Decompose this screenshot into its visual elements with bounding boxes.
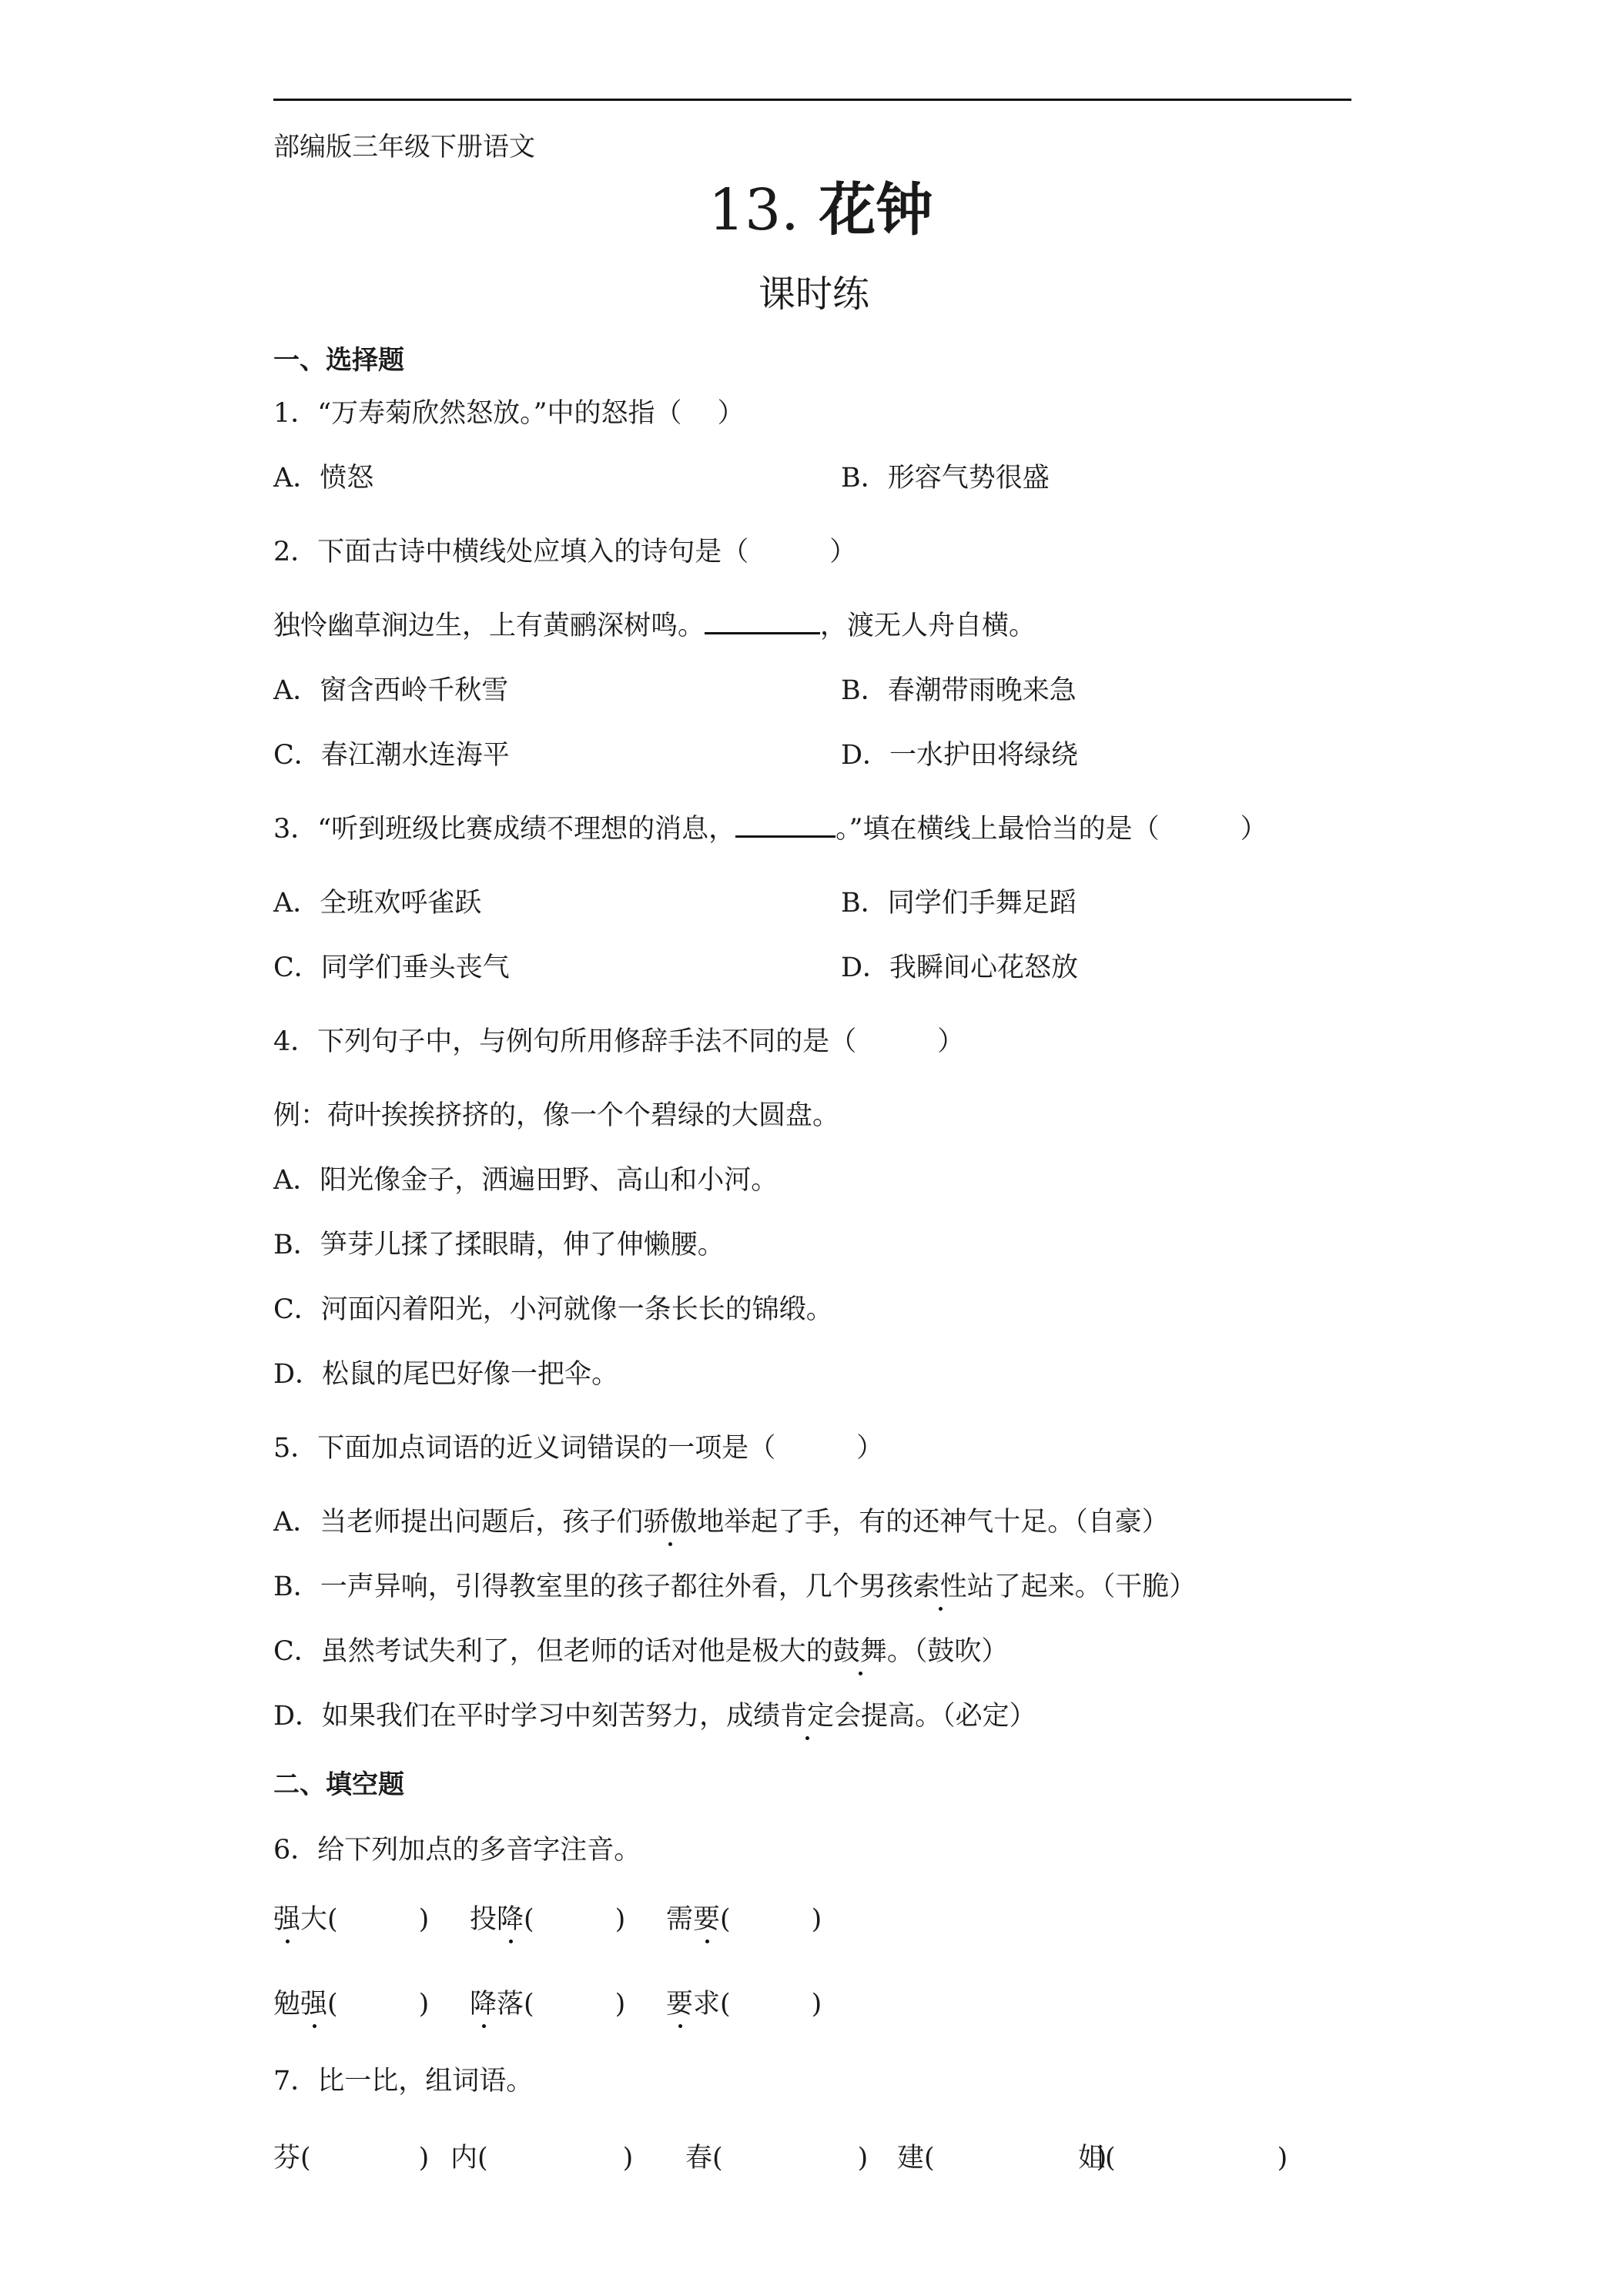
question-5-option-b	[273, 1569, 1196, 1605]
question-6-item-5	[470, 1986, 625, 2022]
question-1-option-a: A．愤怒	[273, 463, 374, 494]
item-text: ( )	[720, 1904, 822, 1935]
question-4-stem: 4．下列句子中，与例句所用修辞手法不同的是（ ）	[273, 1026, 965, 1057]
question-2-option-a: A．窗含西岭千秋雪	[273, 675, 509, 706]
question-7-item-4: 建( )	[897, 2143, 1107, 2174]
question-3-option-d: D．我瞬间心花怒放	[841, 952, 1079, 983]
option-text: 站了起来。（干脆）	[966, 1571, 1197, 1602]
answer-blank	[735, 812, 835, 838]
option-text: 会提高。（必定）	[834, 1701, 1036, 1732]
item-text: 需	[666, 1904, 694, 1935]
dotted-word	[643, 1507, 697, 1538]
dotted-char: 降	[497, 1902, 524, 1937]
option-text: D．如果我们在平时学习中刻苦努力，成绩	[273, 1701, 781, 1732]
question-6-item-4	[273, 1986, 429, 2022]
dotted-char: 要	[666, 1986, 693, 2022]
question-2-option-c: C．春江潮水连海平	[273, 740, 510, 771]
dotted-char: 强	[300, 1986, 327, 2022]
section-heading-choice: 一、选择题	[273, 345, 404, 376]
question-1-option-b: B．形容气势很盛	[841, 463, 1050, 494]
dotted-text: 骄傲	[643, 1504, 697, 1540]
question-3-stem	[273, 812, 1267, 847]
question-4-example: 例：荷叶挨挨挤挤的，像一个个碧绿的大圆盘。	[273, 1100, 840, 1131]
option-text: B．一声异响，引得教室里的孩子都往外看，几个男孩	[273, 1571, 913, 1602]
item-text: 求( )	[693, 1989, 822, 2020]
question-4-option-c: C．河面闪着阳光，小河就像一条长长的锦缎。	[273, 1294, 833, 1325]
question-5-stem: 5．下面加点词语的近义词错误的一项是（ ）	[273, 1433, 884, 1464]
option-text: C．虽然考试失利了，但老师的话对他是极大的	[273, 1636, 833, 1667]
item-text: 投	[470, 1904, 497, 1935]
question-4-option-d: D．松鼠的尾巴好像一把伞。	[273, 1359, 619, 1390]
header-rule	[273, 99, 1351, 101]
title-number: 13.	[708, 177, 799, 243]
question-3-stem-before: 3．“听到班级比赛成绩不理想的消息，	[273, 814, 736, 845]
item-text: 勉	[273, 1989, 301, 2020]
poem-text-before: 独怜幽草涧边生，上有黄鹂深树鸣。	[273, 611, 705, 641]
question-4-option-b: B．笋芽儿揉了揉眼睛，伸了伸懒腰。	[273, 1230, 725, 1260]
question-2-poem	[273, 608, 1036, 644]
question-4-option-a: A．阳光像金子，洒遍田野、高山和小河。	[273, 1165, 779, 1196]
option-text: 地举起了手，有的还神气十足。（自豪）	[697, 1507, 1169, 1538]
question-3-option-b: B．同学们手舞足蹈	[841, 888, 1077, 919]
question-6-stem: 6．给下列加点的多音字注音。	[273, 1835, 641, 1866]
dotted-word	[780, 1701, 834, 1732]
question-5-option-a	[273, 1504, 1169, 1540]
item-text: ( )	[524, 1904, 626, 1935]
item-text: 落( )	[497, 1989, 626, 2020]
poem-text-after: ，渡无人舟自横。	[820, 611, 1036, 641]
question-3-stem-after: 。”填在横线上最恰当的是（ ）	[835, 814, 1267, 845]
question-5-option-d	[273, 1699, 1036, 1734]
dotted-char: 强	[273, 1902, 300, 1937]
question-7-item-2: 内( )	[450, 2143, 634, 2174]
question-7-item-3: 春( )	[685, 2143, 869, 2174]
question-1-stem: 1．“万寿菊欣然怒放。”中的怒指（ ）	[273, 398, 745, 429]
item-text: 大( )	[300, 1904, 430, 1935]
question-7-item-1: 芬( )	[273, 2143, 430, 2174]
question-6-item-6	[666, 1986, 822, 2022]
page-subtitle: 课时练	[758, 273, 870, 316]
question-7-item-5: 姐( )	[1078, 2143, 1288, 2174]
subject-label: 部编版三年级下册语文	[273, 132, 535, 162]
question-3-option-a: A．全班欢呼雀跃	[273, 888, 482, 919]
question-2-option-d: D．一水护田将绿绕	[841, 740, 1079, 771]
dotted-text: 索性	[913, 1569, 967, 1605]
option-text: A．当老师提出问题后，孩子们	[273, 1507, 644, 1538]
answer-blank	[705, 609, 820, 634]
option-text: 。（鼓吹）	[886, 1636, 1009, 1667]
dotted-word	[913, 1571, 967, 1602]
dotted-char: 降	[470, 1986, 497, 2022]
question-7-stem: 7．比一比，组词语。	[273, 2066, 534, 2097]
title-text: 花钟	[819, 177, 933, 243]
question-2-option-b: B．春潮带雨晚来急	[841, 675, 1077, 706]
question-3-option-c: C．同学们垂头丧气	[273, 952, 510, 983]
dotted-text: 鼓舞	[833, 1634, 887, 1669]
dotted-word	[833, 1636, 887, 1667]
question-5-option-c	[273, 1634, 1008, 1669]
page-title	[708, 176, 933, 245]
question-6-item-1	[273, 1902, 429, 1937]
dotted-text: 肯定	[780, 1699, 834, 1734]
question-2-stem: 2．下面古诗中横线处应填入的诗句是（ ）	[273, 537, 857, 567]
question-6-item-3	[666, 1902, 822, 1937]
item-text: ( )	[327, 1989, 430, 2020]
dotted-char: 要	[693, 1902, 720, 1937]
section-heading-fill: 二、填空题	[273, 1769, 404, 1800]
question-6-item-2	[470, 1902, 625, 1937]
